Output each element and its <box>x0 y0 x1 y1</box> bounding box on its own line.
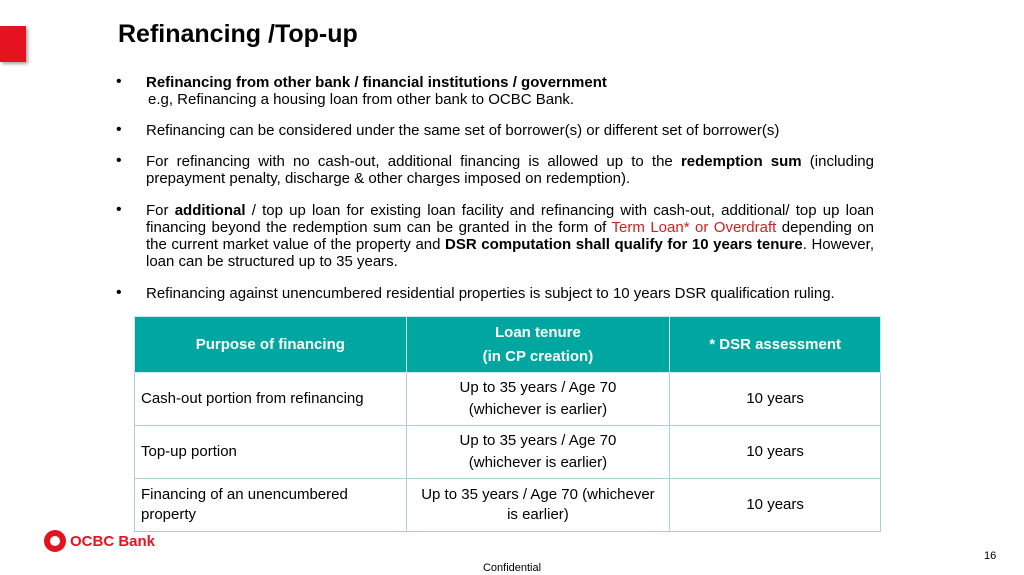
bullet-5-text: Refinancing against unencumbered residential properties is subject to 10 years DSR qualification ruling. <box>146 285 835 302</box>
bullet-dot-icon: • <box>116 73 122 90</box>
bullet-list <box>118 74 874 302</box>
bullet-2-text: Refinancing can be considered under the same set of borrower(s) or different set of borrower(s) <box>146 122 780 139</box>
bullet-dot-icon: • <box>116 152 122 169</box>
red-tab-decoration <box>0 26 26 62</box>
bullet-4-text-c: depending on the current market value of the property and <box>146 219 874 253</box>
row-tenure-line1: Up to 35 years / Age 70 <box>459 379 617 396</box>
row-dsr: 10 years <box>670 479 881 532</box>
row-tenure <box>406 479 670 532</box>
row-purpose: Top-up portion <box>135 426 407 479</box>
bullet-dot-icon: • <box>116 284 122 301</box>
row-tenure <box>406 373 670 426</box>
ocbc-logo <box>44 530 155 552</box>
bullet-4-red-text: Term Loan* or Overdraft <box>611 219 777 236</box>
row-dsr: 10 years <box>670 373 881 426</box>
bullet-3-text-b: (including prepayment penalty, discharge & other charges imposed on redemption). <box>146 153 874 187</box>
ocbc-logo-text: OCBC Bank <box>70 532 156 550</box>
row-tenure-line1: Up to 35 years / Age 70 (whichever <box>421 486 655 503</box>
bullet-4-bold-b: DSR computation shall qualify for 10 years tenure <box>445 236 803 253</box>
header-tenure-line2: (in CP creation) <box>482 347 594 365</box>
bullet-4-text-b: / top up loan for existing loan facility and refinancing with cash-out, additional/ top up loan financing beyond the redemption sum can be granted in the form of <box>146 202 874 236</box>
table-row <box>135 373 881 426</box>
row-purpose <box>135 479 407 532</box>
bullet-4-text-a: For <box>146 202 175 219</box>
financing-table <box>134 316 881 532</box>
bullet-dot-icon: • <box>116 121 122 138</box>
bullet-1 <box>118 74 874 108</box>
bullet-2 <box>118 122 874 139</box>
page-number: 16 <box>984 550 997 562</box>
row-dsr: 10 years <box>670 426 881 479</box>
row-tenure-line1: Up to 35 years / Age 70 <box>459 432 617 449</box>
table-row <box>135 479 881 532</box>
bullet-4 <box>118 202 874 270</box>
bullet-5 <box>118 285 874 302</box>
confidential-label: Confidential <box>482 562 542 574</box>
bullet-3 <box>118 153 874 187</box>
row-tenure-line2: (whichever is earlier) <box>468 454 608 471</box>
row-tenure-line2: (whichever is earlier) <box>468 401 608 418</box>
table-header-row <box>135 317 881 373</box>
row-purpose-line1: Financing of an unencumbered <box>141 486 348 503</box>
header-dsr: * DSR assessment <box>670 317 881 373</box>
slide-title: Refinancing /Top-up <box>118 20 358 48</box>
ocbc-logo-icon <box>44 530 66 552</box>
bullet-3-bold: redemption sum <box>680 153 802 170</box>
header-tenure-line1: Loan tenure <box>495 323 581 341</box>
bullet-1-example: e.g, Refinancing a housing loan from other bank to OCBC Bank. <box>148 91 575 108</box>
header-purpose: Purpose of financing <box>135 317 407 373</box>
bullet-4-text-d: . However, loan can be structured up to 35 years. <box>146 236 874 270</box>
row-tenure-line2: is earlier) <box>507 506 569 523</box>
bullet-3-text-a: For refinancing with no cash-out, additional financing is allowed up to the <box>146 153 681 170</box>
header-loan-tenure <box>406 317 670 373</box>
row-purpose-line2: property <box>141 506 197 523</box>
row-tenure <box>406 426 670 479</box>
bullet-1-heading: Refinancing from other bank / financial institutions / government <box>146 74 607 91</box>
table-row <box>135 426 881 479</box>
row-purpose: Cash-out portion from refinancing <box>135 373 407 426</box>
bullet-dot-icon: • <box>116 201 122 218</box>
bullet-4-bold-a: additional <box>174 202 246 219</box>
